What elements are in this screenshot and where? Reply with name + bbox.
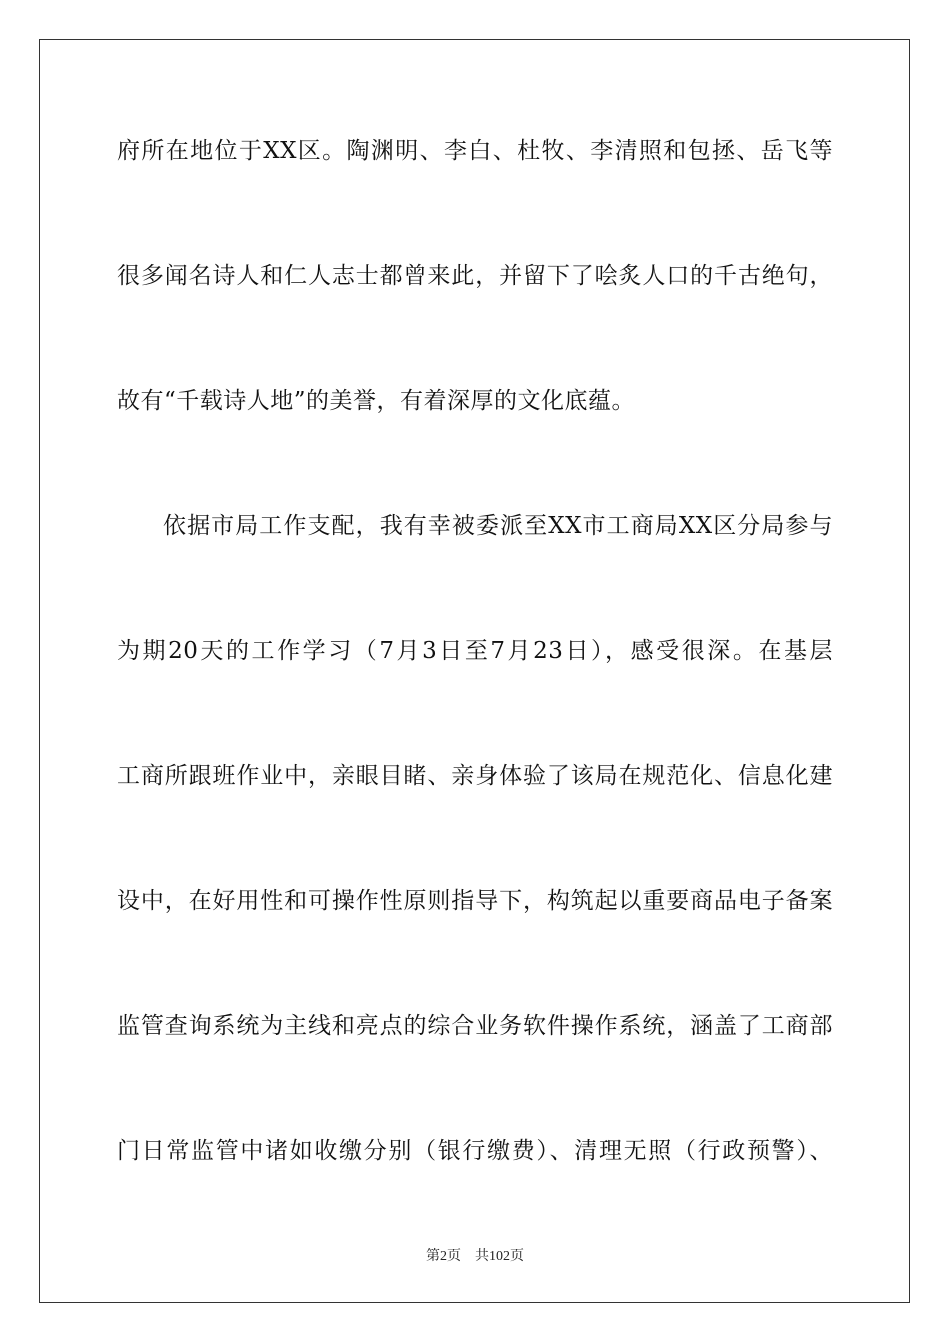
page-number: 第2页 <box>426 1249 461 1264</box>
text-line: 监管查询系统为主线和亮点的综合业务软件操作系统，涵盖了工商部 <box>117 1013 833 1039</box>
text-line: 很多闻名诗人和仁人志士都曾来此，并留下了哙炙人口的千古绝句， <box>117 263 833 289</box>
text-line: 门日常监管中诸如收缴分别（银行缴费）、清理无照（行政预警）、 <box>117 1138 833 1164</box>
text-line: 为期20天的工作学习（7月3日至7月23日），感受很深。在基层 <box>117 638 833 664</box>
text-line: 故有“千载诗人地”的美誉，有着深厚的文化底蕴。 <box>117 388 636 414</box>
page-footer <box>0 1248 950 1266</box>
text-line: 工商所跟班作业中，亲眼目睹、亲身体验了该局在规范化、信息化建 <box>117 763 833 789</box>
text-line: 设中，在好用性和可操作性原则指导下，构筑起以重要商品电子备案 <box>117 888 833 914</box>
page-border <box>39 39 910 1303</box>
text-line: 府所在地位于XX区。陶渊明、李白、杜牧、李清照和包拯、岳飞等 <box>117 138 833 164</box>
text-line: 依据市局工作支配，我有幸被委派至XX市工商局XX区分局参与 <box>163 513 833 539</box>
page-total: 共102页 <box>475 1249 524 1264</box>
